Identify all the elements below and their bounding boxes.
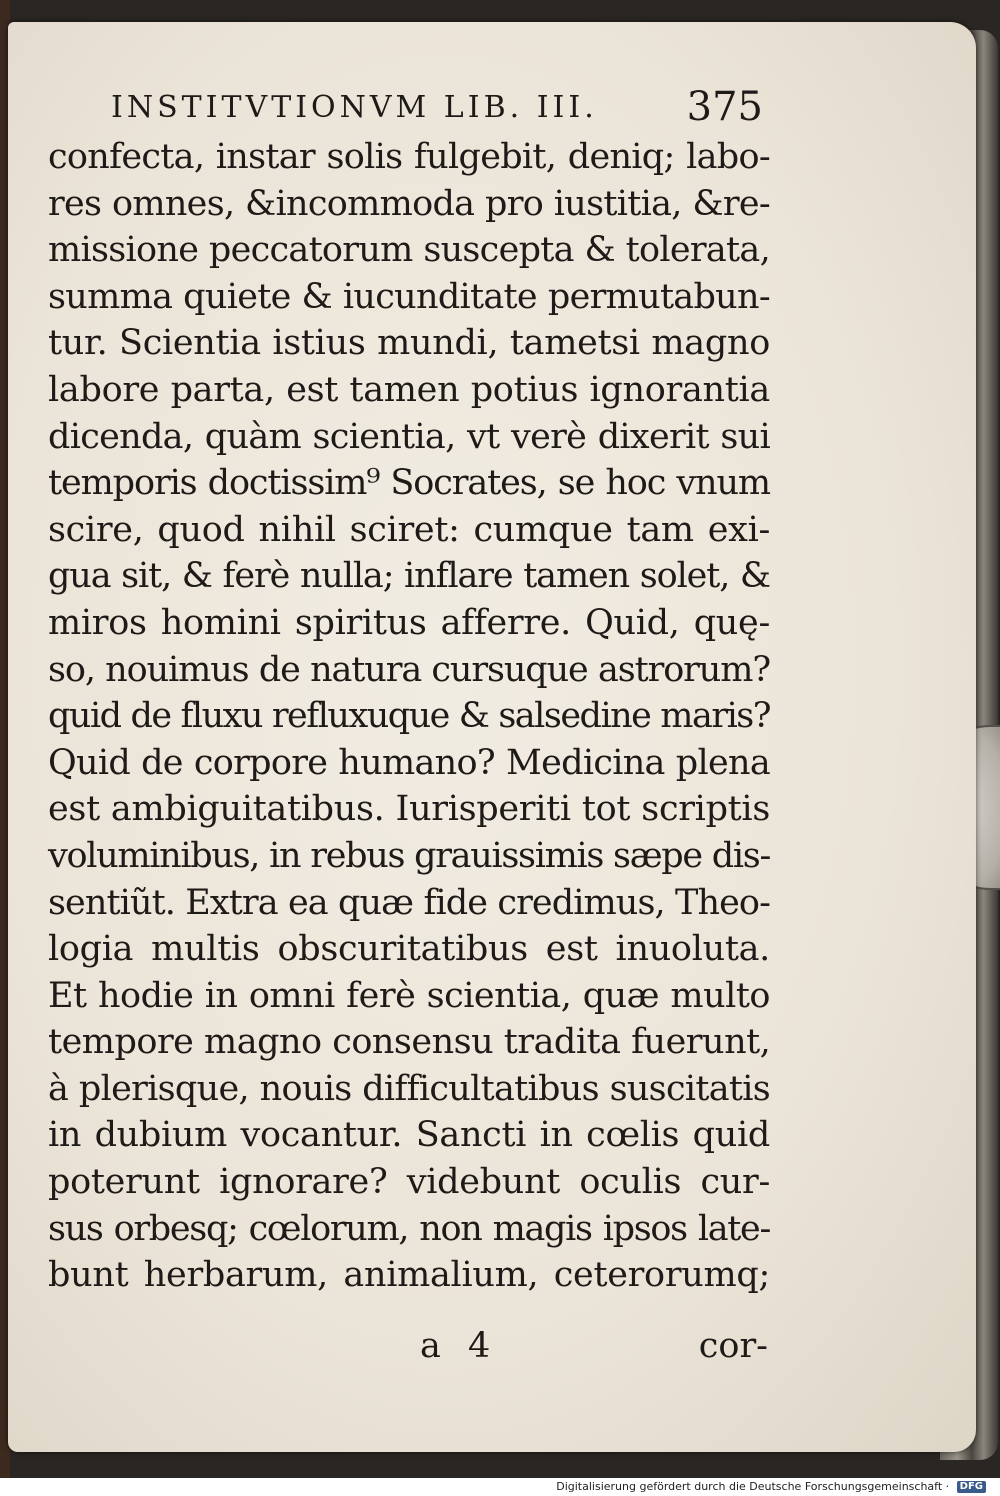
text-line: tur. Scientia istius mundi, tametsi magno bbox=[48, 323, 770, 364]
text-line: dicenda, quàm scientia, vt verè dixerit sui bbox=[48, 416, 770, 457]
text-line: so, nouimus de natura cursuque astrorum? bbox=[48, 649, 770, 690]
text-line: labore parta, est tamen potius ignorantia bbox=[48, 369, 770, 410]
text-line: est ambiguitatibus. Iurisperiti tot scriptis bbox=[48, 789, 770, 830]
body-text bbox=[48, 134, 770, 1299]
text-line: bunt herbarum, animalium, ceterorumq; bbox=[48, 1255, 770, 1296]
signature-mark: a 4 bbox=[420, 1326, 499, 1366]
digitization-credit bbox=[556, 1479, 986, 1495]
book-page bbox=[8, 22, 976, 1452]
text-line: sentiũt. Extra ea quæ fide credimus, Theo- bbox=[48, 882, 770, 923]
text-line: miros homini spiritus afferre. Quid, quę- bbox=[48, 602, 770, 643]
page-number: 375 bbox=[686, 84, 763, 130]
text-line: voluminibus, in rebus grauissimis sæpe dis- bbox=[48, 835, 770, 876]
text-line: à plerisque, nouis difficultatibus suscitatis bbox=[48, 1068, 770, 1109]
text-line: Quid de corpore humano? Medicina plena bbox=[48, 742, 770, 783]
text-line: temporis doctissim⁹ Socrates, se hoc vnum bbox=[48, 463, 770, 504]
running-head bbox=[103, 82, 773, 138]
text-line: quid de fluxu refluxuque & salsedine maris? bbox=[48, 696, 770, 737]
text-line: summa quiete & iucunditate permutabun- bbox=[48, 276, 770, 317]
dfg-logo-icon: DFG bbox=[957, 1481, 986, 1493]
text-line: poterunt ignorare? videbunt oculis cur- bbox=[48, 1162, 770, 1203]
text-line: scire, quod nihil sciret: cumque tam exi- bbox=[48, 509, 770, 550]
text-line: logia multis obscuritatibus est inuoluta. bbox=[48, 929, 770, 970]
text-line: missione peccatorum suscepta & tolerata, bbox=[48, 230, 770, 271]
page-footer bbox=[48, 1326, 770, 1372]
text-line: confecta, instar solis fulgebit, deniq; labo- bbox=[48, 137, 770, 177]
text-line: Et hodie in omni ferè scientia, quæ multo bbox=[48, 975, 770, 1016]
catchword: cor- bbox=[698, 1326, 768, 1366]
text-line: sus orbesq; cœlorum, non magis ipsos late- bbox=[48, 1208, 770, 1249]
text-line: res omnes, &incommoda pro iustitia, &re- bbox=[48, 183, 770, 224]
credit-text: Digitalisierung gefördert durch die Deutsche Forschungsgemeinschaft · bbox=[556, 1480, 950, 1493]
text-line: in dubium vocantur. Sancti in cœlis quid bbox=[48, 1115, 770, 1156]
text-line: tempore magno consensu tradita fuerunt, bbox=[48, 1022, 771, 1063]
running-head-title: INSTITVTIONVM LIB. III. bbox=[111, 90, 598, 125]
text-line: gua sit, & ferè nulla; inflare tamen solet, & bbox=[48, 556, 770, 597]
